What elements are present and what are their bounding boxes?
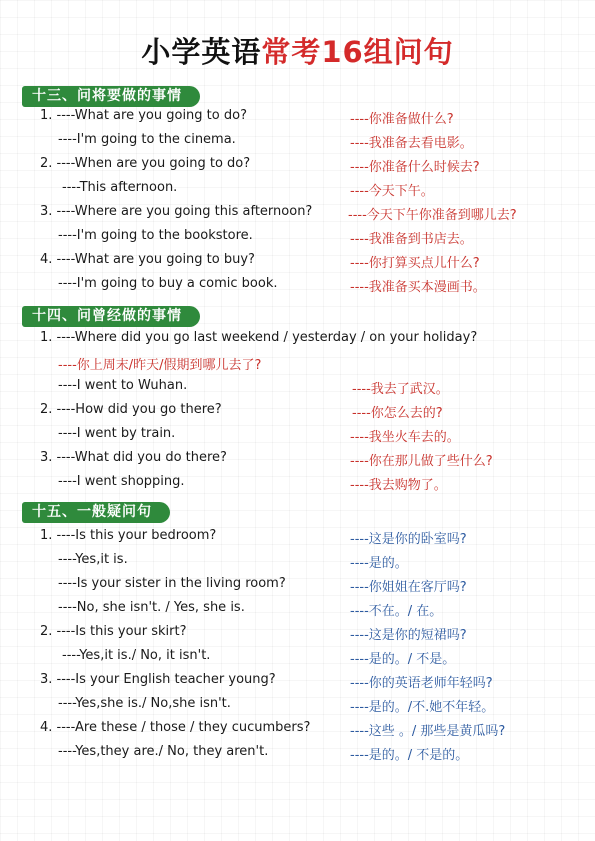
s15-line-10-cn: ----是的。/ 不是的。: [350, 748, 469, 763]
page-title: [0, 30, 595, 71]
s15-line-5-cn: ----这是你的短裙吗?: [350, 628, 467, 643]
s15-line-3-cn: ----你姐姐在客厅吗?: [350, 580, 467, 595]
s14-line-7-cn: ----我去购物了。: [350, 478, 447, 493]
title-red-part: 常考16组问句: [261, 35, 454, 69]
s13-line-1-en: 1. ----What are you going to do?: [40, 108, 247, 123]
s14-line-3-en: ----I went to Wuhan.: [58, 378, 188, 393]
s15-line-4-cn: ----不在。/ 在。: [350, 604, 443, 619]
s13-line-5-cn: ----今天下午你准备到哪儿去?: [348, 208, 517, 223]
s15-line-7-cn: ----你的英语老师年轻吗?: [350, 676, 493, 691]
s14-line-6-cn: ----你在那儿做了些什么?: [350, 454, 493, 469]
s15-line-7-en: 3. ----Is your English teacher young?: [40, 672, 276, 687]
s14-line-4-cn: ----你怎么去的?: [352, 406, 443, 421]
s13-line-6-en: ----I'm going to the bookstore.: [58, 228, 253, 243]
title-black-part: 小学英语: [141, 35, 262, 69]
s14-line-7-en: ----I went shopping.: [58, 474, 185, 489]
s15-line-10-en: ----Yes,they are./ No, they aren't.: [58, 744, 269, 759]
s14-line-5-cn: ----我坐火车去的。: [350, 430, 460, 445]
s15-line-1-en: 1. ----Is this your bedroom?: [40, 528, 217, 543]
s15-line-8-en: ----Yes,she is./ No,she isn't.: [58, 696, 231, 711]
section-13-heading: 十三、问将要做的事情: [22, 86, 200, 107]
s13-line-3-cn: ----你准备什么时候去?: [350, 160, 480, 175]
s15-line-3-en: ----Is your sister in the living room?: [58, 576, 286, 591]
s13-line-2-en: ----I'm going to the cinema.: [58, 132, 236, 147]
s13-line-2-cn: ----我准备去看电影。: [350, 136, 473, 151]
s13-line-4-en: ----This afternoon.: [62, 180, 178, 195]
s14-line-2-cn: ----你上周末/昨天/假期到哪儿去了?: [58, 358, 262, 373]
s14-line-6-en: 3. ----What did you do there?: [40, 450, 227, 465]
s14-line-1-en: 1. ----Where did you go last weekend / yesterday / on your holiday?: [40, 330, 478, 345]
s13-line-4-cn: ----今天下午。: [350, 184, 434, 199]
section-15-heading: 十五、一般疑问句: [22, 502, 170, 523]
s13-line-7-en: 4. ----What are you going to buy?: [40, 252, 255, 267]
s13-line-7-cn: ----你打算买点儿什么?: [350, 256, 480, 271]
s15-line-1-cn: ----这是你的卧室吗?: [350, 532, 467, 547]
s15-line-2-en: ----Yes,it is.: [58, 552, 128, 567]
s15-line-4-en: ----No, she isn't. / Yes, she is.: [58, 600, 245, 615]
s15-line-8-cn: ----是的。/不.她不年轻。: [350, 700, 495, 715]
s15-line-9-en: 4. ----Are these / those / they cucumbers?: [40, 720, 311, 735]
s13-line-3-en: 2. ----When are you going to do?: [40, 156, 251, 171]
s13-line-1-cn: ----你准备做什么?: [350, 112, 454, 127]
s15-line-2-cn: ----是的。: [350, 556, 408, 571]
section-14-heading: 十四、问曾经做的事情: [22, 306, 200, 327]
s14-line-4-en: 2. ----How did you go there?: [40, 402, 222, 417]
s15-line-9-cn: ----这些 。/ 那些是黄瓜吗?: [350, 724, 506, 739]
s13-line-6-cn: ----我准备到书店去。: [350, 232, 473, 247]
s15-line-5-en: 2. ----Is this your skirt?: [40, 624, 187, 639]
s13-line-5-en: 3. ----Where are you going this afternoon?: [40, 204, 313, 219]
s15-line-6-en: ----Yes,it is./ No, it isn't.: [62, 648, 211, 663]
s13-line-8-cn: ----我准备买本漫画书。: [350, 280, 486, 295]
s14-line-3-cn: ----我去了武汉。: [352, 382, 449, 397]
s13-line-8-en: ----I'm going to buy a comic book.: [58, 276, 278, 291]
s15-line-6-cn: ----是的。/ 不是。: [350, 652, 456, 667]
s14-line-5-en: ----I went by train.: [58, 426, 176, 441]
